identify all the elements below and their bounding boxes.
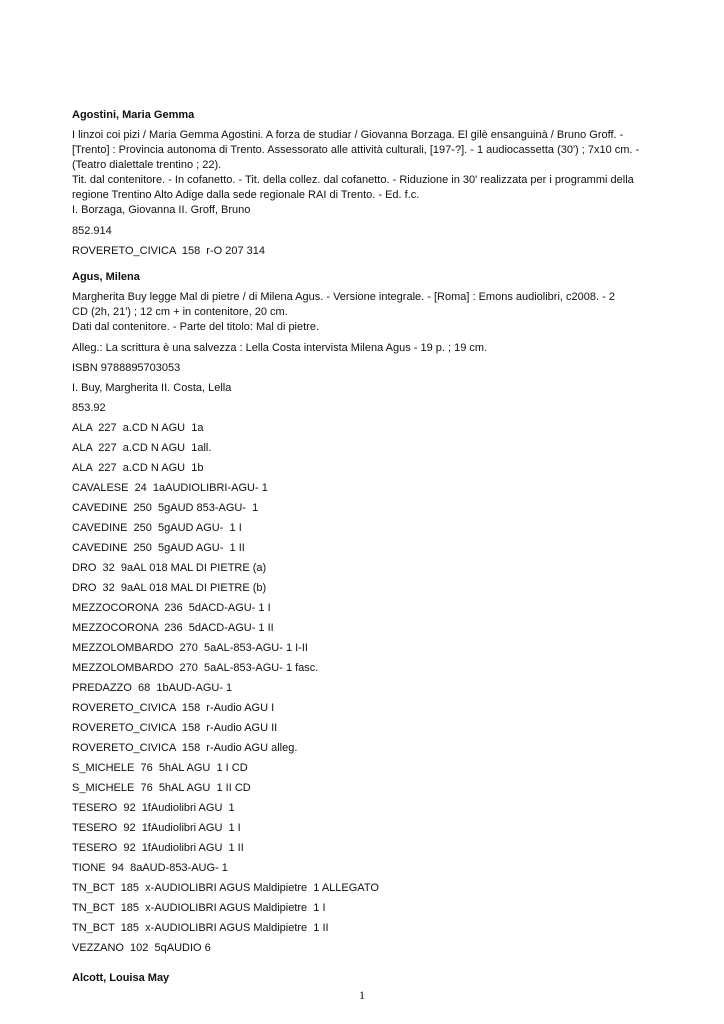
holding-line: ROVERETO_CIVICA 158 r-O 207 314 [72,245,265,257]
holding-line: ALA 227 a.CD N AGU 1a [72,422,204,434]
description-line: Margherita Buy legge Mal di pietre / di Milena Agus. - Versione integrale. - [Roma] : Emons audiolibri, c2008. - 2 [72,291,615,303]
holding-line: TN_BCT 185 x-AUDIOLIBRI AGUS Maldipietre 1 II [72,922,329,934]
description-line: I linzoi coi pizi / Maria Gemma Agostini. A forza de studiar / Giovanna Borzaga. El gilè ensanguinà / Bruno Groff. - [72,129,624,141]
holding-line: MEZZOLOMBARDO 270 5aAL-853-AGU- 1 fasc. [72,662,319,674]
classification-number: 853.92 [72,402,106,414]
holding-line: MEZZOCORONA 236 5dACD-AGU- 1 II [72,622,274,634]
holding-line: ALA 227 a.CD N AGU 1all. [72,442,212,454]
holding-line: ROVERETO_CIVICA 158 r-Audio AGU alleg. [72,742,298,754]
description-line: Dati dal contenitore. - Parte del titolo: Mal di pietre. [72,321,320,333]
bibliographic-description [72,290,672,335]
author-heading: Agus, Milena [72,271,140,283]
holding-line: TESERO 92 1fAudiolibri AGU 1 II [72,842,244,854]
holding-line: ROVERETO_CIVICA 158 r-Audio AGU II [72,722,278,734]
holding-line: DRO 32 9aAL 018 MAL DI PIETRE (a) [72,562,267,574]
page-number: 1 [359,988,365,1002]
holding-line: VEZZANO 102 5qAUDIO 6 [72,942,211,954]
holding-line: MEZZOCORONA 236 5dACD-AGU- 1 I [72,602,271,614]
classification-number: 852.914 [72,225,112,237]
holding-line: CAVEDINE 250 5gAUD 853-AGU- 1 [72,502,259,514]
description-line: [Trento] : Provincia autonoma di Trento. Assessorato alle attività culturali, [197-?]. - 1 audiocassetta (30') ; 7x10 cm. - [72,144,640,156]
description-line: Tit. dal contenitore. - In cofanetto. - Tit. della collez. dal cofanetto. - Riduzione in 30' realizzata per i programmi della [72,174,634,186]
holding-line: CAVALESE 24 1aAUDIOLIBRI-AGU- 1 [72,482,268,494]
description-line: regione Trentino Alto Adige dalla sede regionale RAI di Trento. - Ed. f.c. [72,189,420,201]
holding-line: PREDAZZO 68 1bAUD-AGU- 1 [72,682,233,694]
catalog-entry [72,971,672,985]
holding-line: TESERO 92 1fAudiolibri AGU 1 I [72,822,241,834]
description-line: CD (2h, 21') ; 12 cm + in contenitore, 20 cm. [72,306,288,318]
holding-line: ALA 227 a.CD N AGU 1b [72,462,204,474]
catalog-entry [72,108,672,264]
holding-line: TIONE 94 8aAUD-853-AUG- 1 [72,862,228,874]
holding-line: ROVERETO_CIVICA 158 r-Audio AGU I [72,702,275,714]
holding-line: CAVEDINE 250 5gAUD AGU- 1 I [72,522,242,534]
holding-line: MEZZOLOMBARDO 270 5aAL-853-AGU- 1 I-II [72,642,308,654]
holdings-list [72,421,672,961]
isbn: ISBN 9788895703053 [72,362,181,374]
holding-line: TN_BCT 185 x-AUDIOLIBRI AGUS Maldipietre 1 ALLEGATO [72,882,379,894]
author-heading: Alcott, Louisa May [72,972,170,984]
holding-line: CAVEDINE 250 5gAUD AGU- 1 II [72,542,245,554]
author-heading: Agostini, Maria Gemma [72,109,195,121]
holding-line: S_MICHELE 76 5hAL AGU 1 I CD [72,762,248,774]
added-entries: I. Buy, Margherita II. Costa, Lella [72,382,232,394]
catalog-page [72,108,672,995]
bibliographic-description [72,128,672,218]
holding-line: TESERO 92 1fAudiolibri AGU 1 [72,802,235,814]
description-line: (Teatro dialettale trentino ; 22). [72,159,222,171]
description-line: I. Borzaga, Giovanna II. Groff, Bruno [72,204,251,216]
catalog-entry [72,270,672,961]
attachment-note: Alleg.: La scrittura è una salvezza : Lella Costa intervista Milena Agus - 19 p. ; 19 cm. [72,342,488,354]
holding-line: S_MICHELE 76 5hAL AGU 1 II CD [72,782,251,794]
holding-line: TN_BCT 185 x-AUDIOLIBRI AGUS Maldipietre 1 I [72,902,326,914]
holding-line: DRO 32 9aAL 018 MAL DI PIETRE (b) [72,582,267,594]
